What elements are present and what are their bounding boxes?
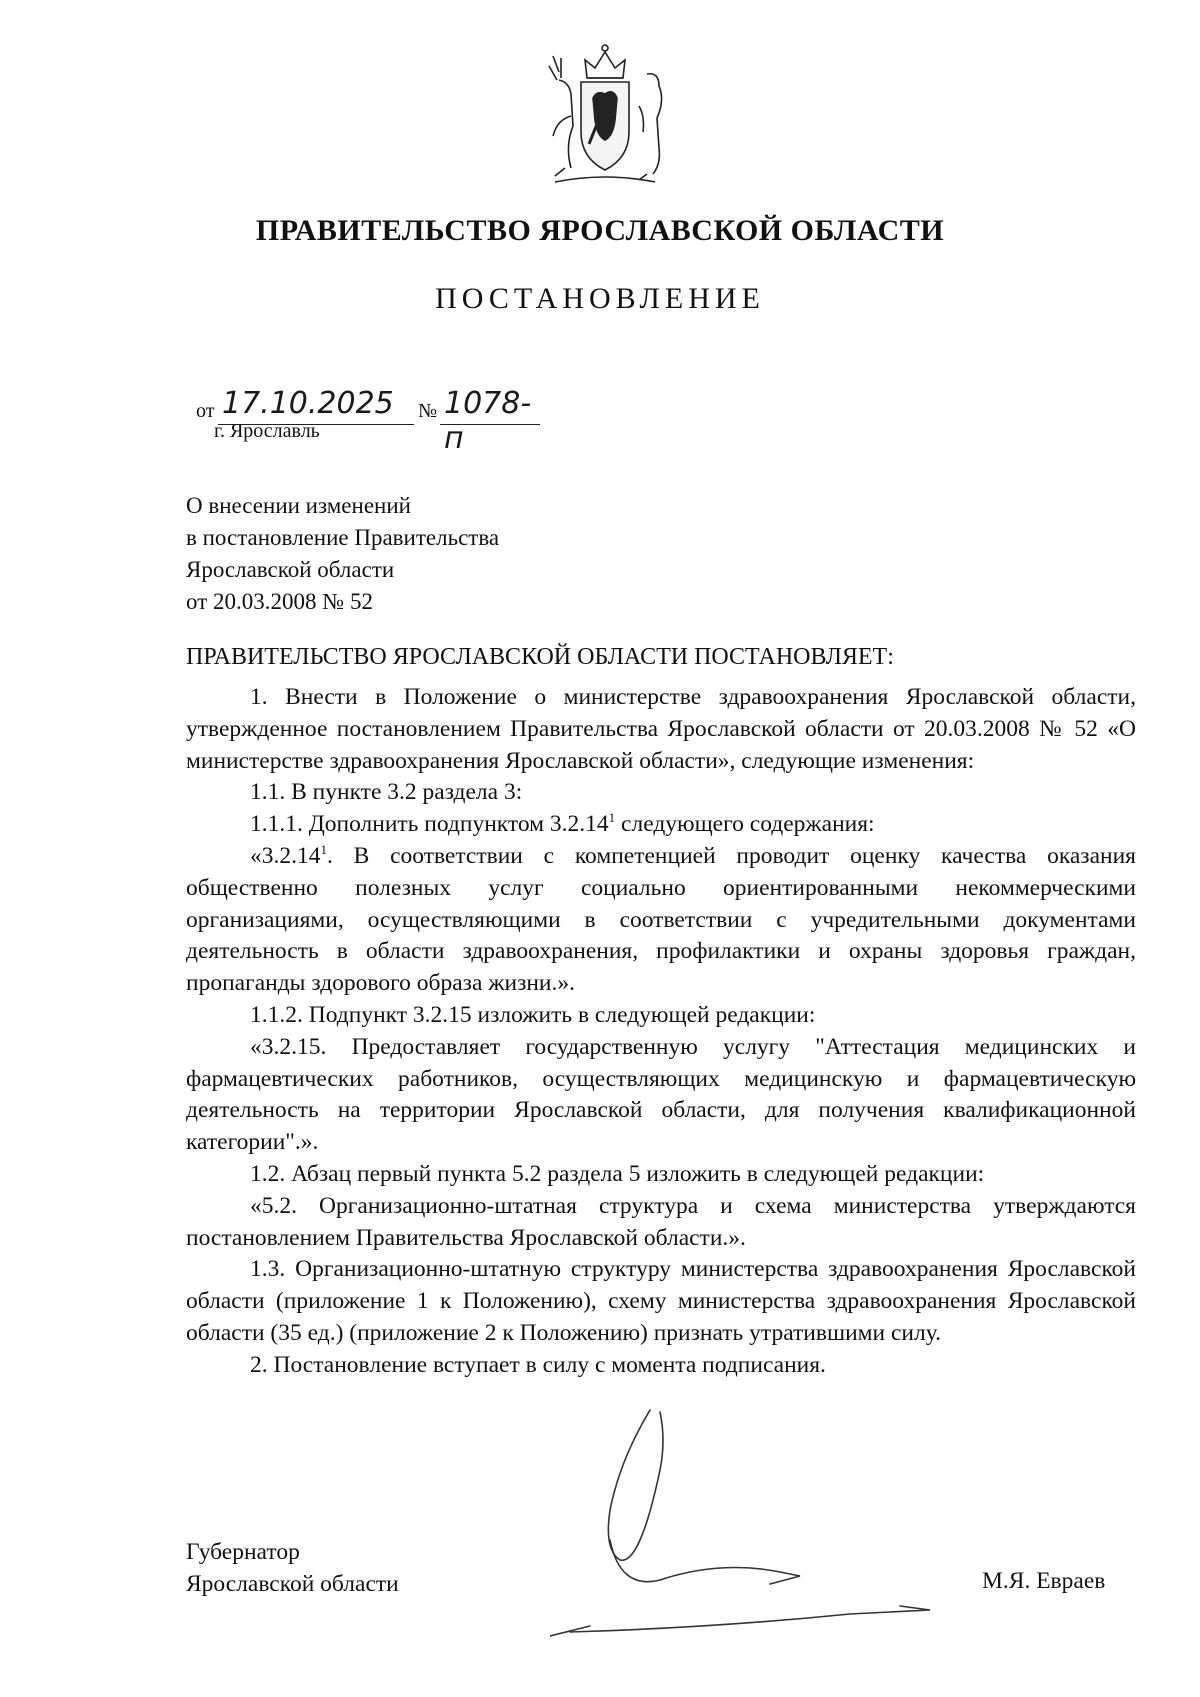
signer-name: М.Я. Евраев (982, 1568, 1106, 1594)
superscript: 1 (320, 841, 327, 857)
paragraph: 2. Постановление вступает в силу с момента подписания. (250, 1351, 826, 1378)
subject-block (186, 490, 499, 618)
superscript: 1 (608, 810, 616, 826)
signer-role-line: Губернатор (186, 1539, 300, 1565)
organization-title: ПРАВИТЕЛЬСТВО ЯРОСЛАВСКОЙ ОБЛАСТИ (255, 214, 945, 247)
document-kind: ПОСТАНОВЛЕНИЕ (435, 282, 765, 315)
subject-line: от 20.03.2008 № 52 (186, 589, 373, 614)
paragraph: 1.3. Организационно-штатную структуру министерства здравоохранения Ярославской области (приложение 1 к Положению), схему министерства здравоохранения Ярославской области (35 ед.) (приложение 2 к Положению) признать утратившими силу. (186, 1256, 1136, 1346)
date-value: 17.10.2025 (222, 386, 394, 421)
subject-line: в постановление Правительства (186, 525, 500, 550)
decree-line: ПРАВИТЕЛЬСТВО ЯРОСЛАВСКОЙ ОБЛАСТИ ПОСТАНОВЛЯЕТ: (186, 644, 894, 670)
document-body (186, 682, 1136, 1382)
signer-role (186, 1536, 399, 1600)
paragraph: «5.2. Организационно-штатная структура и схема министерства утверждаются постановлением Правительства Ярославской области.». (186, 1192, 1136, 1251)
paragraph: 1.2. Абзац первый пункта 5.2 раздела 5 изложить в следующей редакции: (250, 1160, 985, 1187)
coat-of-arms-icon (535, 36, 675, 192)
paragraph: «3.2.14$^1$. В соответствии с компетенцией проводит оценку качества оказания общественно полезных услуг социально ориентированными некоммерческими организациями, осуществляющими в соответствии с учредительными документами деятельность в области здравоохранения, профилактики и охраны здоровья граждан, пропаганды здорового образа жизни.». (186, 841, 1136, 997)
city: г. Ярославль (214, 420, 320, 442)
signer-role-line: Ярославской области (186, 1571, 399, 1597)
paragraph: 1.1. В пункте 3.2 раздела 3: (250, 779, 523, 806)
paragraph: 1.1.1. Дополнить подпунктом 3.2.14$^1$ следующего содержания: (250, 810, 875, 838)
subject-line: О внесении изменений (186, 493, 411, 518)
handwritten-signature (550, 1400, 970, 1660)
subject-line: Ярославской области (186, 557, 395, 582)
paragraph: 1.1.2. Подпункт 3.2.15 изложить в следующей редакции: (250, 1001, 816, 1028)
paragraph: 1. Внести в Положение о министерстве здравоохранения Ярославской области, утвержденное постановлением Правительства Ярославской области от 20.03.2008 № 52 «О министерстве здравоохранения Ярославской области», следующие изменения: (186, 684, 1136, 774)
number-label: № (418, 400, 438, 422)
number-underline (440, 424, 540, 425)
number-value: 1078-п (444, 386, 532, 456)
paragraph: «3.2.15. Предоставляет государственную услугу "Аттестация медицинских и фармацевтических работников, осуществляющих медицинскую и фармацевтическую деятельность на территории Ярославской области, для получения квалификационной категории".». (186, 1033, 1136, 1156)
date-label: от (196, 400, 215, 422)
